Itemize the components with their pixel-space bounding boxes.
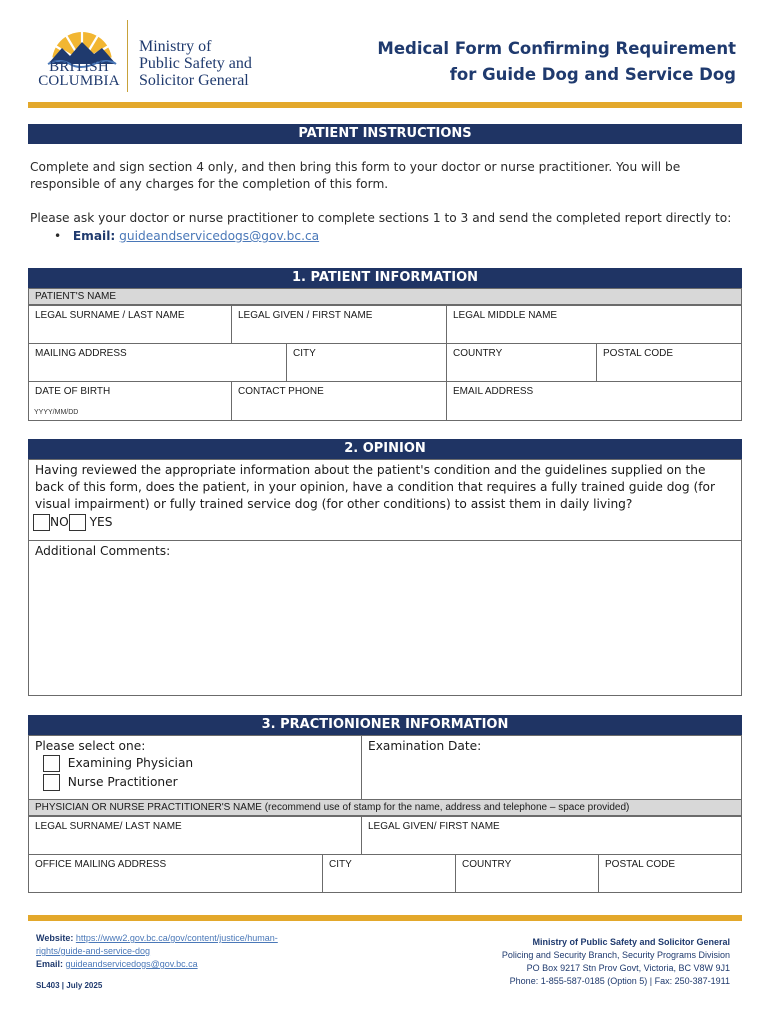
yes-checkbox[interactable] [69,514,86,531]
email-address-field[interactable]: EMAIL ADDRESS [446,381,742,421]
opinion-question-box [28,459,742,541]
additional-comments-label: Additional Comments: [35,544,171,558]
select-one-label: Please select one: [35,739,146,753]
email-bullet: • Email: guideandservicedogs@gov.bc.ca [54,229,320,243]
practitioner-postal-code-field[interactable]: POSTAL CODE [598,854,742,893]
examining-physician-checkbox[interactable] [43,755,60,772]
patient-information-bar: 1. PATIENT INFORMATION [28,268,742,288]
footer-email-link[interactable]: guideandservicedogs@gov.bc.ca [65,959,198,969]
patient-instructions-bar: PATIENT INSTRUCTIONS [28,124,742,144]
legal-middle-name-field[interactable]: LEGAL MIDDLE NAME [446,305,742,344]
opinion-question: Having reviewed the appropriate information about the patient's condition and the guidelines supplied on the back of this form, does the patient, in your opinion, have a condition that requires a fully trained guide dog (for visual impairment) or fully trained service dog (for other conditions) to assist them in daily living? [35,463,716,511]
logo-wordmark: BRITISH COLUMBIA [38,59,120,89]
instructions-paragraph-1: Complete and sign section 4 only, and then bring this form to your doctor or nurse practitioner. You will be responsible of any charges for the completion of this form. [30,160,681,191]
examining-physician-label: Examining Physician [67,756,194,770]
additional-comments-field[interactable] [28,540,742,696]
logo-divider [127,20,128,92]
website-link-continued[interactable]: rights/guide-and-service-dog [36,946,151,956]
legal-surname-field[interactable]: LEGAL SURNAME / LAST NAME [28,305,232,344]
website-link[interactable]: https://www2.gov.bc.ca/gov/content/justice/human- [75,933,278,943]
office-mailing-address-field[interactable]: OFFICE MAILING ADDRESS [28,854,323,893]
opinion-choice-row [33,513,112,531]
patients-name-header: PATIENT'S NAME [28,288,742,305]
no-label: NO [50,515,69,529]
ministry-name: Ministry of Public Safety and Solicitor General [139,38,252,89]
practitioner-name-header: PHYSICIAN OR NURSE PRACTITIONER'S NAME (recommend use of stamp for the name, address and telephone – space provided) [28,799,742,816]
footer-rule [28,915,742,921]
date-of-birth-field[interactable]: DATE OF BIRTH [28,381,232,421]
practitioner-given-name-field[interactable]: LEGAL GIVEN/ FIRST NAME [361,816,742,855]
opinion-bar: 2. OPINION [28,439,742,459]
nurse-practitioner-checkbox[interactable] [43,774,60,791]
date-format-hint: YYYY/MM/DD [34,409,79,416]
practitioner-surname-field[interactable]: LEGAL SURNAME/ LAST NAME [28,816,362,855]
mailing-address-field[interactable]: MAILING ADDRESS [28,343,287,382]
footer-contact: Website: https://www2.gov.bc.ca/gov/content/justice/human- rights/guide-and-service-dog Email: guideandservicedogs@gov.bc.ca [36,933,278,969]
instructions-email-link[interactable]: guideandservicedogs@gov.bc.ca [119,229,320,243]
instructions-paragraph-2: Please ask your doctor or nurse practitioner to complete sections 1 to 3 and send the completed report directly to: [30,211,732,225]
postal-code-field[interactable]: POSTAL CODE [596,343,742,382]
document-title: Medical Form Confirming Requirement for Guide Dog and Service Dog [377,39,736,84]
examination-date-field[interactable] [361,735,742,800]
examining-physician-option [43,754,193,772]
contact-phone-field[interactable]: CONTACT PHONE [231,381,447,421]
nurse-practitioner-label: Nurse Practitioner [67,775,178,789]
yes-label: YES [89,515,113,529]
practitioner-country-field[interactable]: COUNTRY [455,854,599,893]
footer-address: Ministry of Public Safety and Solicitor General Policing and Security Branch, Security Programs Division PO Box 9217 Stn Prov Govt, Victoria, BC V8W 9J1 Phone: 1-855-587-0185 (Option 5) | Fax: 250-387-1911 [501,937,730,986]
city-field[interactable]: CITY [286,343,447,382]
legal-given-name-field[interactable]: LEGAL GIVEN / FIRST NAME [231,305,447,344]
form-code: SL403 | July 2025 [36,981,103,990]
examination-date-label: Examination Date: [368,739,482,753]
nurse-practitioner-option [43,773,178,791]
practitioner-city-field[interactable]: CITY [322,854,456,893]
no-checkbox[interactable] [33,514,50,531]
practitioner-information-bar: 3. PRACTIONIONER INFORMATION [28,715,742,735]
country-field[interactable]: COUNTRY [446,343,597,382]
header-rule [28,102,742,108]
